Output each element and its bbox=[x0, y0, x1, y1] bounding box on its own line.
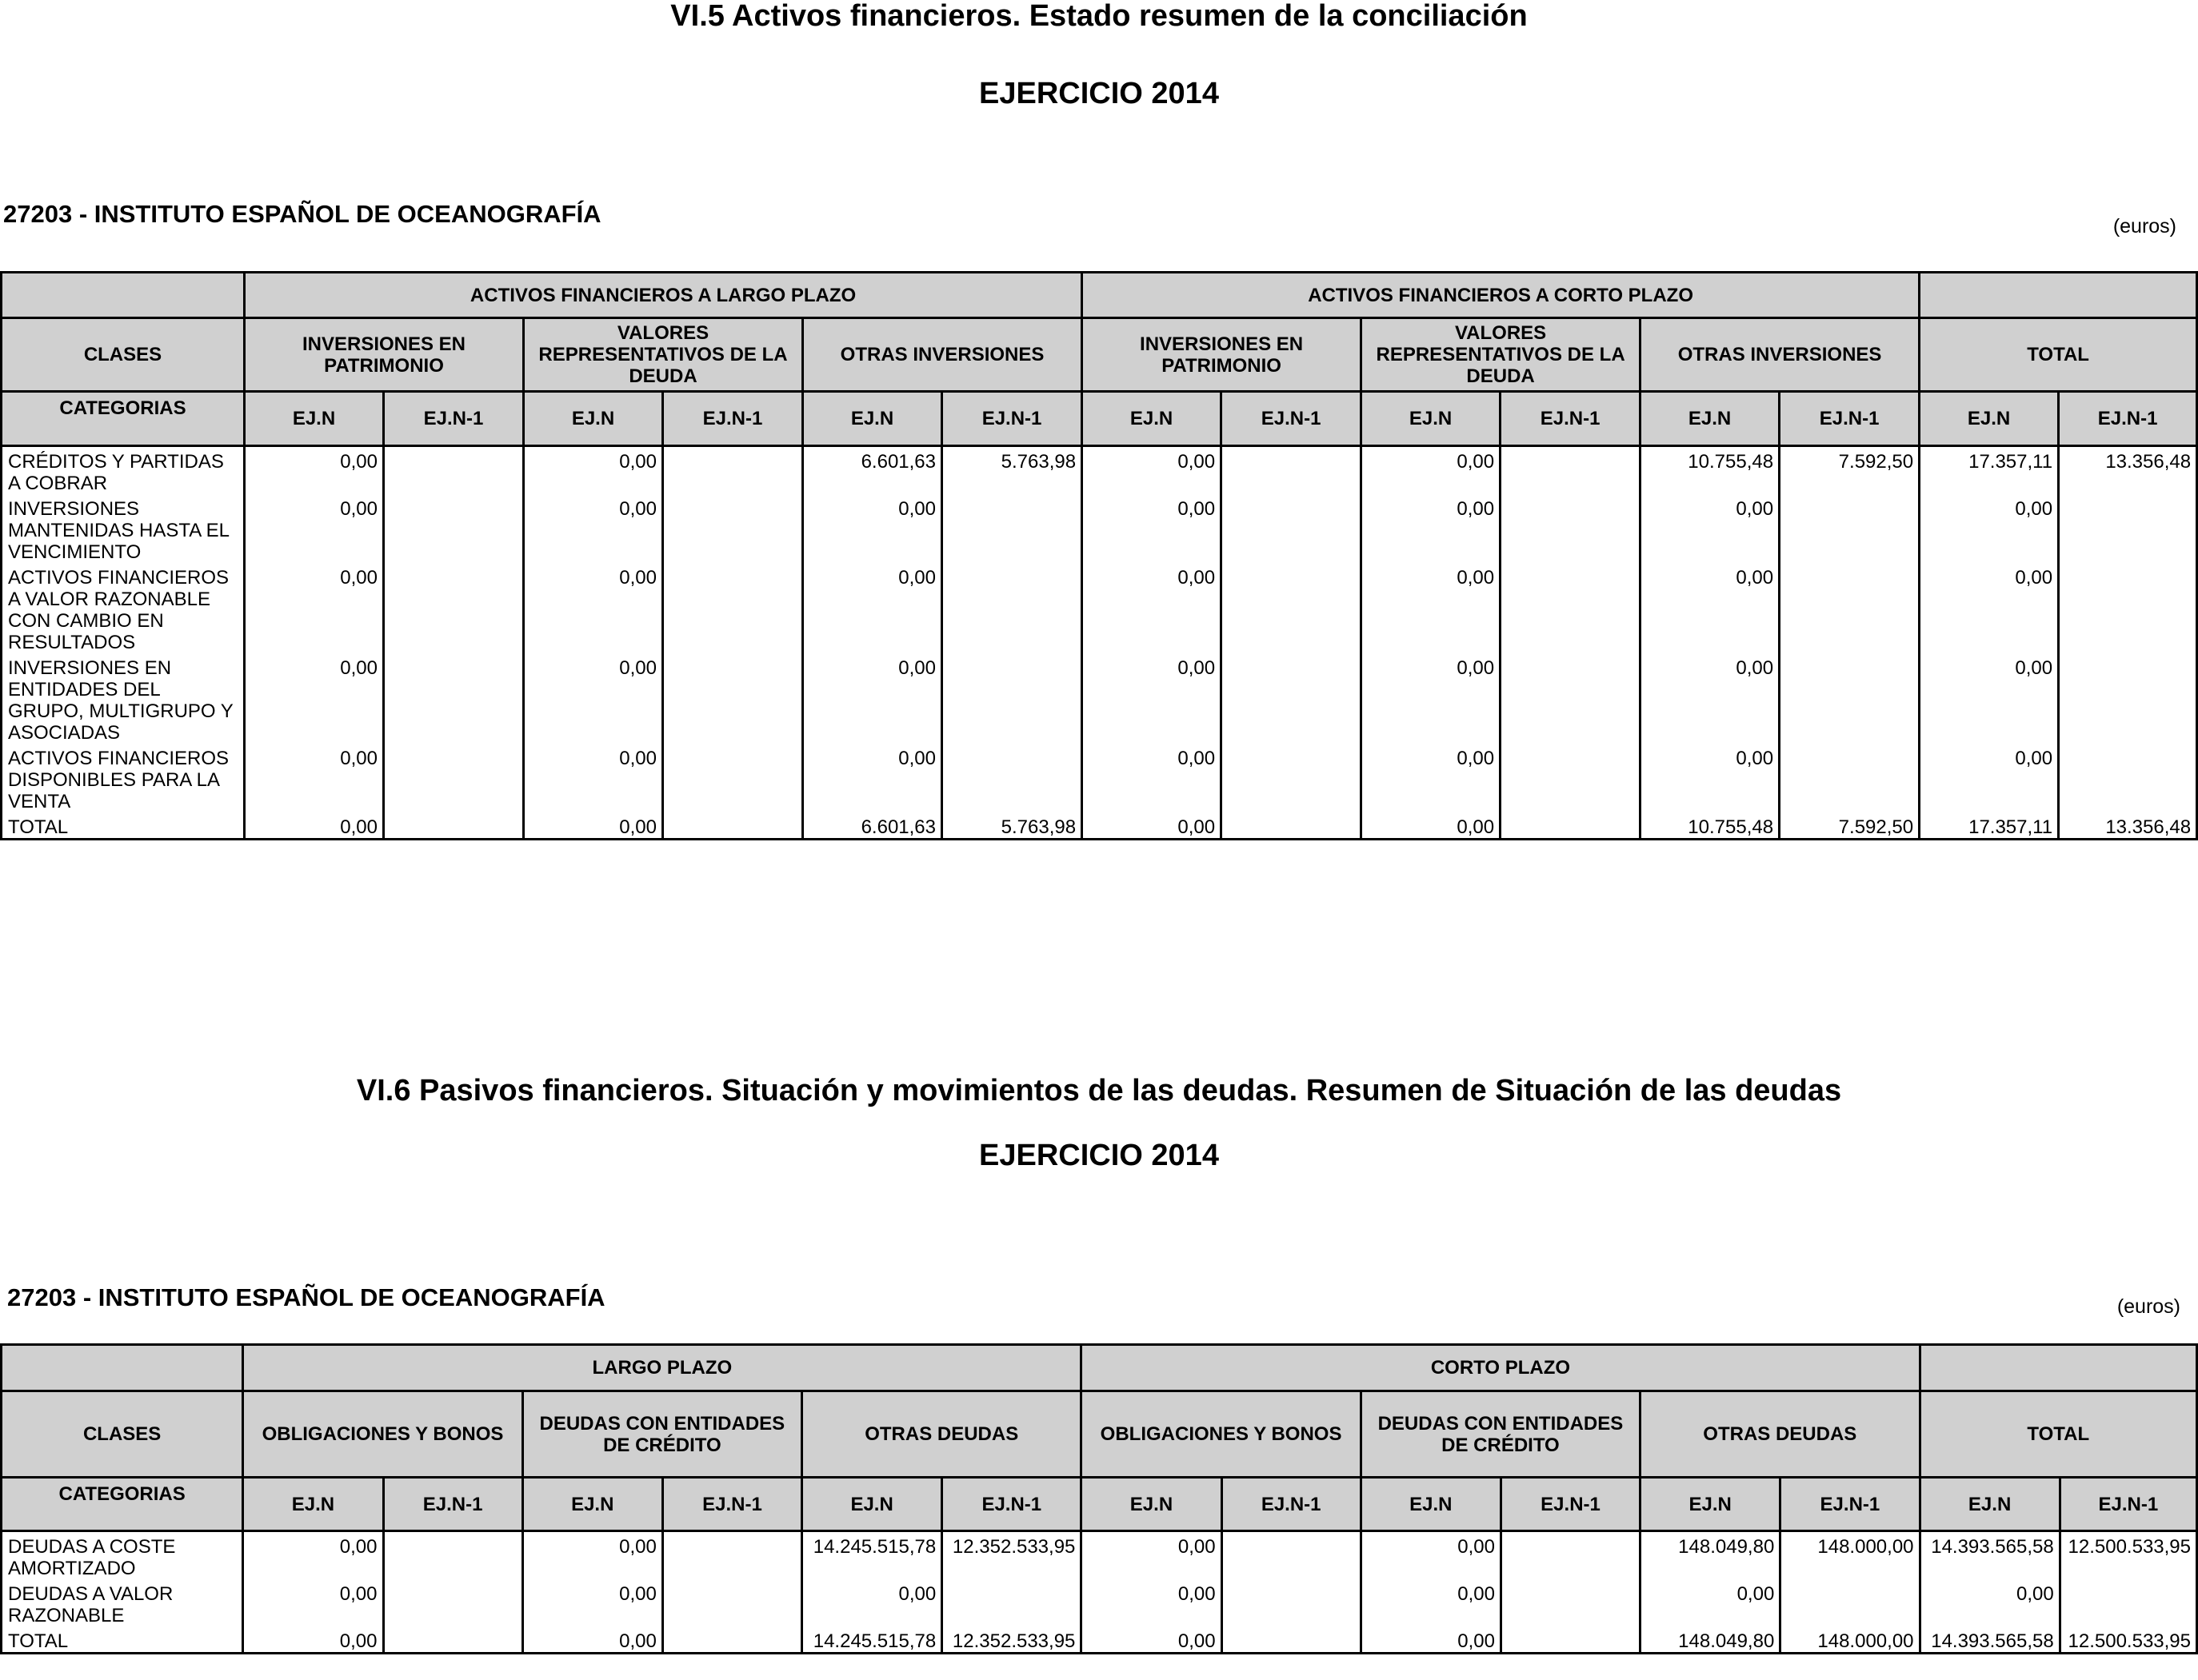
group-header: ACTIVOS FINANCIEROS A LARGO PLAZO bbox=[245, 273, 1082, 318]
year-col-header: EJ.N-1 bbox=[1501, 1478, 1640, 1531]
value-cell: 0,00 bbox=[1081, 1579, 1221, 1626]
section2-year: EJERCICIO 2014 bbox=[979, 1139, 1219, 1172]
year-col-header: EJ.N bbox=[1920, 392, 2059, 446]
value-cell: 0,00 bbox=[243, 1531, 383, 1580]
value-cell bbox=[1221, 494, 1361, 563]
value-cell: 0,00 bbox=[522, 1626, 662, 1654]
year-col-header: EJ.N-1 bbox=[1501, 392, 1641, 446]
year-col-header: EJ.N bbox=[802, 1478, 942, 1531]
year-col-header: EJ.N bbox=[1081, 1478, 1221, 1531]
value-cell bbox=[384, 494, 524, 563]
value-cell: 148.000,00 bbox=[1780, 1626, 1920, 1654]
value-cell bbox=[2059, 744, 2197, 812]
value-cell: 0,00 bbox=[1641, 1579, 1780, 1626]
value-cell bbox=[383, 1579, 522, 1626]
subgroup-header: OTRAS INVERSIONES bbox=[803, 318, 1082, 392]
value-cell bbox=[942, 744, 1082, 812]
year-col-header: EJ.N-1 bbox=[662, 1478, 801, 1531]
value-cell bbox=[1501, 1579, 1640, 1626]
clases-header: CLASES bbox=[2, 318, 245, 392]
value-cell bbox=[1780, 653, 1920, 744]
value-cell: 7.592,50 bbox=[1780, 812, 1920, 840]
value-cell bbox=[1221, 1579, 1361, 1626]
group-header-blank bbox=[1920, 273, 2197, 318]
year-col-header: EJ.N bbox=[1361, 392, 1501, 446]
section1-org: 27203 - INSTITUTO ESPAÑOL DE OCEANOGRAFÍA bbox=[3, 200, 601, 228]
value-cell: 0,00 bbox=[245, 653, 384, 744]
value-cell: 7.592,50 bbox=[1780, 446, 1920, 495]
value-cell bbox=[1501, 812, 1641, 840]
year-col-header: EJ.N-1 bbox=[384, 392, 524, 446]
value-cell: 0,00 bbox=[245, 812, 384, 840]
value-cell: 12.352.533,95 bbox=[942, 1531, 1081, 1580]
group-header: LARGO PLAZO bbox=[243, 1345, 1081, 1391]
value-cell: 0,00 bbox=[522, 1531, 662, 1580]
year-col-header: EJ.N-1 bbox=[2059, 392, 2197, 446]
value-cell: 0,00 bbox=[1081, 1626, 1221, 1654]
value-cell: 0,00 bbox=[1361, 744, 1501, 812]
section1-units: (euros) bbox=[2112, 215, 2176, 237]
categorias-header: CATEGORIAS bbox=[2, 392, 245, 446]
year-col-header: EJ.N bbox=[1641, 1478, 1780, 1531]
group-header: ACTIVOS FINANCIEROS A CORTO PLAZO bbox=[1082, 273, 1920, 318]
year-col-header: EJ.N bbox=[1082, 392, 1221, 446]
value-cell bbox=[383, 1626, 522, 1654]
year-col-header: EJ.N bbox=[524, 392, 663, 446]
value-cell bbox=[662, 1531, 801, 1580]
value-cell bbox=[2059, 563, 2197, 653]
value-cell: 0,00 bbox=[1082, 812, 1221, 840]
row-label: TOTAL bbox=[2, 1626, 243, 1654]
section2-title: VI.6 Pasivos financieros. Situación y movimientos de las deudas. Resumen de Situación de las deudas bbox=[356, 1074, 1842, 1107]
value-cell: 0,00 bbox=[803, 653, 942, 744]
value-cell: 14.245.515,78 bbox=[802, 1531, 942, 1580]
year-col-header: EJ.N-1 bbox=[1780, 1478, 1920, 1531]
value-cell: 0,00 bbox=[1920, 653, 2059, 744]
value-cell: 0,00 bbox=[1361, 494, 1501, 563]
year-col-header: EJ.N bbox=[1920, 1478, 2060, 1531]
value-cell bbox=[1221, 446, 1361, 495]
value-cell: 0,00 bbox=[802, 1579, 942, 1626]
value-cell: 0,00 bbox=[803, 494, 942, 563]
value-cell bbox=[662, 1626, 801, 1654]
subgroup-header: TOTAL bbox=[1920, 1391, 2196, 1478]
value-cell: 0,00 bbox=[245, 494, 384, 563]
value-cell bbox=[1501, 563, 1641, 653]
value-cell: 0,00 bbox=[245, 744, 384, 812]
value-cell bbox=[663, 653, 803, 744]
value-cell bbox=[384, 446, 524, 495]
value-cell: 6.601,63 bbox=[803, 446, 942, 495]
value-cell: 0,00 bbox=[1361, 563, 1501, 653]
value-cell bbox=[942, 563, 1082, 653]
table-row bbox=[2, 812, 2197, 840]
value-cell: 0,00 bbox=[1920, 1579, 2060, 1626]
subgroup-header: OTRAS DEUDAS bbox=[1641, 1391, 1920, 1478]
value-cell bbox=[663, 446, 803, 495]
year-col-header: EJ.N bbox=[1361, 1478, 1501, 1531]
table-row bbox=[2, 446, 2197, 495]
subgroup-header: OTRAS INVERSIONES bbox=[1641, 318, 1920, 392]
value-cell: 148.000,00 bbox=[1780, 1531, 1920, 1580]
value-cell: 14.393.565,58 bbox=[1920, 1531, 2060, 1580]
year-col-header: EJ.N bbox=[1641, 392, 1780, 446]
row-label: DEUDAS A VALOR RAZONABLE bbox=[2, 1579, 243, 1626]
value-cell: 0,00 bbox=[1641, 653, 1780, 744]
value-cell: 0,00 bbox=[1082, 744, 1221, 812]
value-cell bbox=[384, 653, 524, 744]
value-cell: 13.356,48 bbox=[2059, 446, 2197, 495]
header-corner bbox=[2, 273, 245, 318]
assets-table bbox=[0, 271, 2198, 840]
year-col-header: EJ.N-1 bbox=[1221, 1478, 1361, 1531]
value-cell: 13.356,48 bbox=[2059, 812, 2197, 840]
value-cell: 0,00 bbox=[245, 563, 384, 653]
table-row bbox=[2, 563, 2197, 653]
value-cell: 14.393.565,58 bbox=[1920, 1626, 2060, 1654]
value-cell: 12.500.533,95 bbox=[2060, 1531, 2196, 1580]
row-label: ACTIVOS FINANCIEROS DISPONIBLES PARA LA VENTA bbox=[2, 744, 245, 812]
value-cell bbox=[1221, 1531, 1361, 1580]
table-row bbox=[2, 744, 2197, 812]
year-col-header: EJ.N-1 bbox=[1221, 392, 1361, 446]
subgroup-header: VALORES REPRESENTATIVOS DE LA DEUDA bbox=[1361, 318, 1641, 392]
year-col-header: EJ.N bbox=[245, 392, 384, 446]
row-label: CRÉDITOS Y PARTIDAS A COBRAR bbox=[2, 446, 245, 495]
section2-org: 27203 - INSTITUTO ESPAÑOL DE OCEANOGRAFÍA bbox=[7, 1283, 605, 1311]
value-cell bbox=[1221, 563, 1361, 653]
value-cell: 14.245.515,78 bbox=[802, 1626, 942, 1654]
value-cell: 6.601,63 bbox=[803, 812, 942, 840]
value-cell bbox=[942, 494, 1082, 563]
value-cell bbox=[1780, 563, 1920, 653]
subgroup-header: OBLIGACIONES Y BONOS bbox=[243, 1391, 522, 1478]
value-cell bbox=[384, 744, 524, 812]
value-cell: 0,00 bbox=[524, 744, 663, 812]
value-cell: 0,00 bbox=[1641, 563, 1780, 653]
value-cell: 0,00 bbox=[1361, 653, 1501, 744]
year-col-header: EJ.N bbox=[243, 1478, 383, 1531]
table-row bbox=[2, 494, 2197, 563]
group-header: CORTO PLAZO bbox=[1081, 1345, 1920, 1391]
value-cell: 0,00 bbox=[1920, 563, 2059, 653]
section1-year: EJERCICIO 2014 bbox=[979, 77, 1219, 110]
value-cell bbox=[1501, 494, 1641, 563]
value-cell bbox=[2060, 1579, 2196, 1626]
year-col-header: EJ.N-1 bbox=[663, 392, 803, 446]
value-cell: 0,00 bbox=[1361, 1579, 1501, 1626]
group-header-blank bbox=[1920, 1345, 2196, 1391]
value-cell bbox=[942, 653, 1082, 744]
value-cell: 0,00 bbox=[522, 1579, 662, 1626]
value-cell: 10.755,48 bbox=[1641, 812, 1780, 840]
value-cell: 148.049,80 bbox=[1641, 1531, 1780, 1580]
value-cell: 12.500.533,95 bbox=[2060, 1626, 2196, 1654]
subgroup-header: INVERSIONES EN PATRIMONIO bbox=[245, 318, 524, 392]
liabilities-table bbox=[0, 1343, 2198, 1654]
subgroup-header: OBLIGACIONES Y BONOS bbox=[1081, 1391, 1361, 1478]
value-cell bbox=[942, 1579, 1081, 1626]
value-cell bbox=[663, 494, 803, 563]
value-cell bbox=[1501, 744, 1641, 812]
value-cell bbox=[383, 1531, 522, 1580]
subgroup-header: OTRAS DEUDAS bbox=[802, 1391, 1081, 1478]
row-label: ACTIVOS FINANCIEROS A VALOR RAZONABLE CON CAMBIO EN RESULTADOS bbox=[2, 563, 245, 653]
value-cell: 5.763,98 bbox=[942, 812, 1082, 840]
year-col-header: EJ.N-1 bbox=[942, 1478, 1081, 1531]
value-cell: 0,00 bbox=[1082, 653, 1221, 744]
value-cell bbox=[1501, 1626, 1640, 1654]
section1-title: VI.5 Activos financieros. Estado resumen de la conciliación bbox=[670, 0, 1528, 33]
value-cell bbox=[1501, 653, 1641, 744]
table-row bbox=[2, 1531, 2197, 1580]
year-col-header: EJ.N-1 bbox=[1780, 392, 1920, 446]
value-cell: 0,00 bbox=[1641, 744, 1780, 812]
value-cell: 12.352.533,95 bbox=[942, 1626, 1081, 1654]
value-cell bbox=[2059, 494, 2197, 563]
value-cell bbox=[1780, 744, 1920, 812]
value-cell: 0,00 bbox=[1920, 494, 2059, 563]
value-cell: 0,00 bbox=[1082, 446, 1221, 495]
value-cell: 0,00 bbox=[524, 653, 663, 744]
value-cell: 0,00 bbox=[1361, 446, 1501, 495]
value-cell: 0,00 bbox=[243, 1579, 383, 1626]
value-cell bbox=[2059, 653, 2197, 744]
categorias-header: CATEGORIAS bbox=[2, 1478, 243, 1531]
value-cell: 0,00 bbox=[1920, 744, 2059, 812]
subgroup-header: TOTAL bbox=[1920, 318, 2197, 392]
value-cell: 0,00 bbox=[1082, 494, 1221, 563]
value-cell: 0,00 bbox=[1082, 563, 1221, 653]
subgroup-header: DEUDAS CON ENTIDADES DE CRÉDITO bbox=[1361, 1391, 1640, 1478]
value-cell: 0,00 bbox=[243, 1626, 383, 1654]
value-cell: 17.357,11 bbox=[1920, 812, 2059, 840]
value-cell: 0,00 bbox=[245, 446, 384, 495]
value-cell: 0,00 bbox=[803, 563, 942, 653]
value-cell bbox=[663, 744, 803, 812]
value-cell: 0,00 bbox=[524, 494, 663, 563]
value-cell bbox=[1221, 744, 1361, 812]
value-cell: 148.049,80 bbox=[1641, 1626, 1780, 1654]
value-cell bbox=[1221, 1626, 1361, 1654]
year-col-header: EJ.N-1 bbox=[942, 392, 1082, 446]
value-cell bbox=[384, 563, 524, 653]
row-label: INVERSIONES EN ENTIDADES DEL GRUPO, MULTIGRUPO Y ASOCIADAS bbox=[2, 653, 245, 744]
year-col-header: EJ.N bbox=[522, 1478, 662, 1531]
value-cell: 0,00 bbox=[1361, 1626, 1501, 1654]
value-cell bbox=[384, 812, 524, 840]
year-col-header: EJ.N-1 bbox=[383, 1478, 522, 1531]
table-row bbox=[2, 1626, 2197, 1654]
clases-header: CLASES bbox=[2, 1391, 243, 1478]
value-cell: 10.755,48 bbox=[1641, 446, 1780, 495]
value-cell bbox=[1780, 1579, 1920, 1626]
value-cell: 0,00 bbox=[1361, 812, 1501, 840]
value-cell: 0,00 bbox=[524, 563, 663, 653]
value-cell bbox=[663, 812, 803, 840]
table-row bbox=[2, 1579, 2197, 1626]
value-cell: 0,00 bbox=[1641, 494, 1780, 563]
subgroup-header: VALORES REPRESENTATIVOS DE LA DEUDA bbox=[524, 318, 803, 392]
value-cell bbox=[1780, 494, 1920, 563]
section2-units: (euros) bbox=[2116, 1295, 2180, 1318]
header-corner bbox=[2, 1345, 243, 1391]
subgroup-header: INVERSIONES EN PATRIMONIO bbox=[1082, 318, 1361, 392]
value-cell bbox=[1501, 446, 1641, 495]
value-cell bbox=[1501, 1531, 1640, 1580]
table-row bbox=[2, 653, 2197, 744]
value-cell: 17.357,11 bbox=[1920, 446, 2059, 495]
value-cell: 0,00 bbox=[524, 446, 663, 495]
value-cell: 0,00 bbox=[1361, 1531, 1501, 1580]
value-cell bbox=[662, 1579, 801, 1626]
value-cell: 0,00 bbox=[524, 812, 663, 840]
value-cell: 5.763,98 bbox=[942, 446, 1082, 495]
value-cell: 0,00 bbox=[1081, 1531, 1221, 1580]
row-label: DEUDAS A COSTE AMORTIZADO bbox=[2, 1531, 243, 1580]
year-col-header: EJ.N-1 bbox=[2060, 1478, 2196, 1531]
subgroup-header: DEUDAS CON ENTIDADES DE CRÉDITO bbox=[522, 1391, 801, 1478]
year-col-header: EJ.N bbox=[803, 392, 942, 446]
value-cell bbox=[1221, 812, 1361, 840]
row-label: INVERSIONES MANTENIDAS HASTA EL VENCIMIENTO bbox=[2, 494, 245, 563]
value-cell: 0,00 bbox=[803, 744, 942, 812]
row-label: TOTAL bbox=[2, 812, 245, 840]
value-cell bbox=[1221, 653, 1361, 744]
value-cell bbox=[663, 563, 803, 653]
